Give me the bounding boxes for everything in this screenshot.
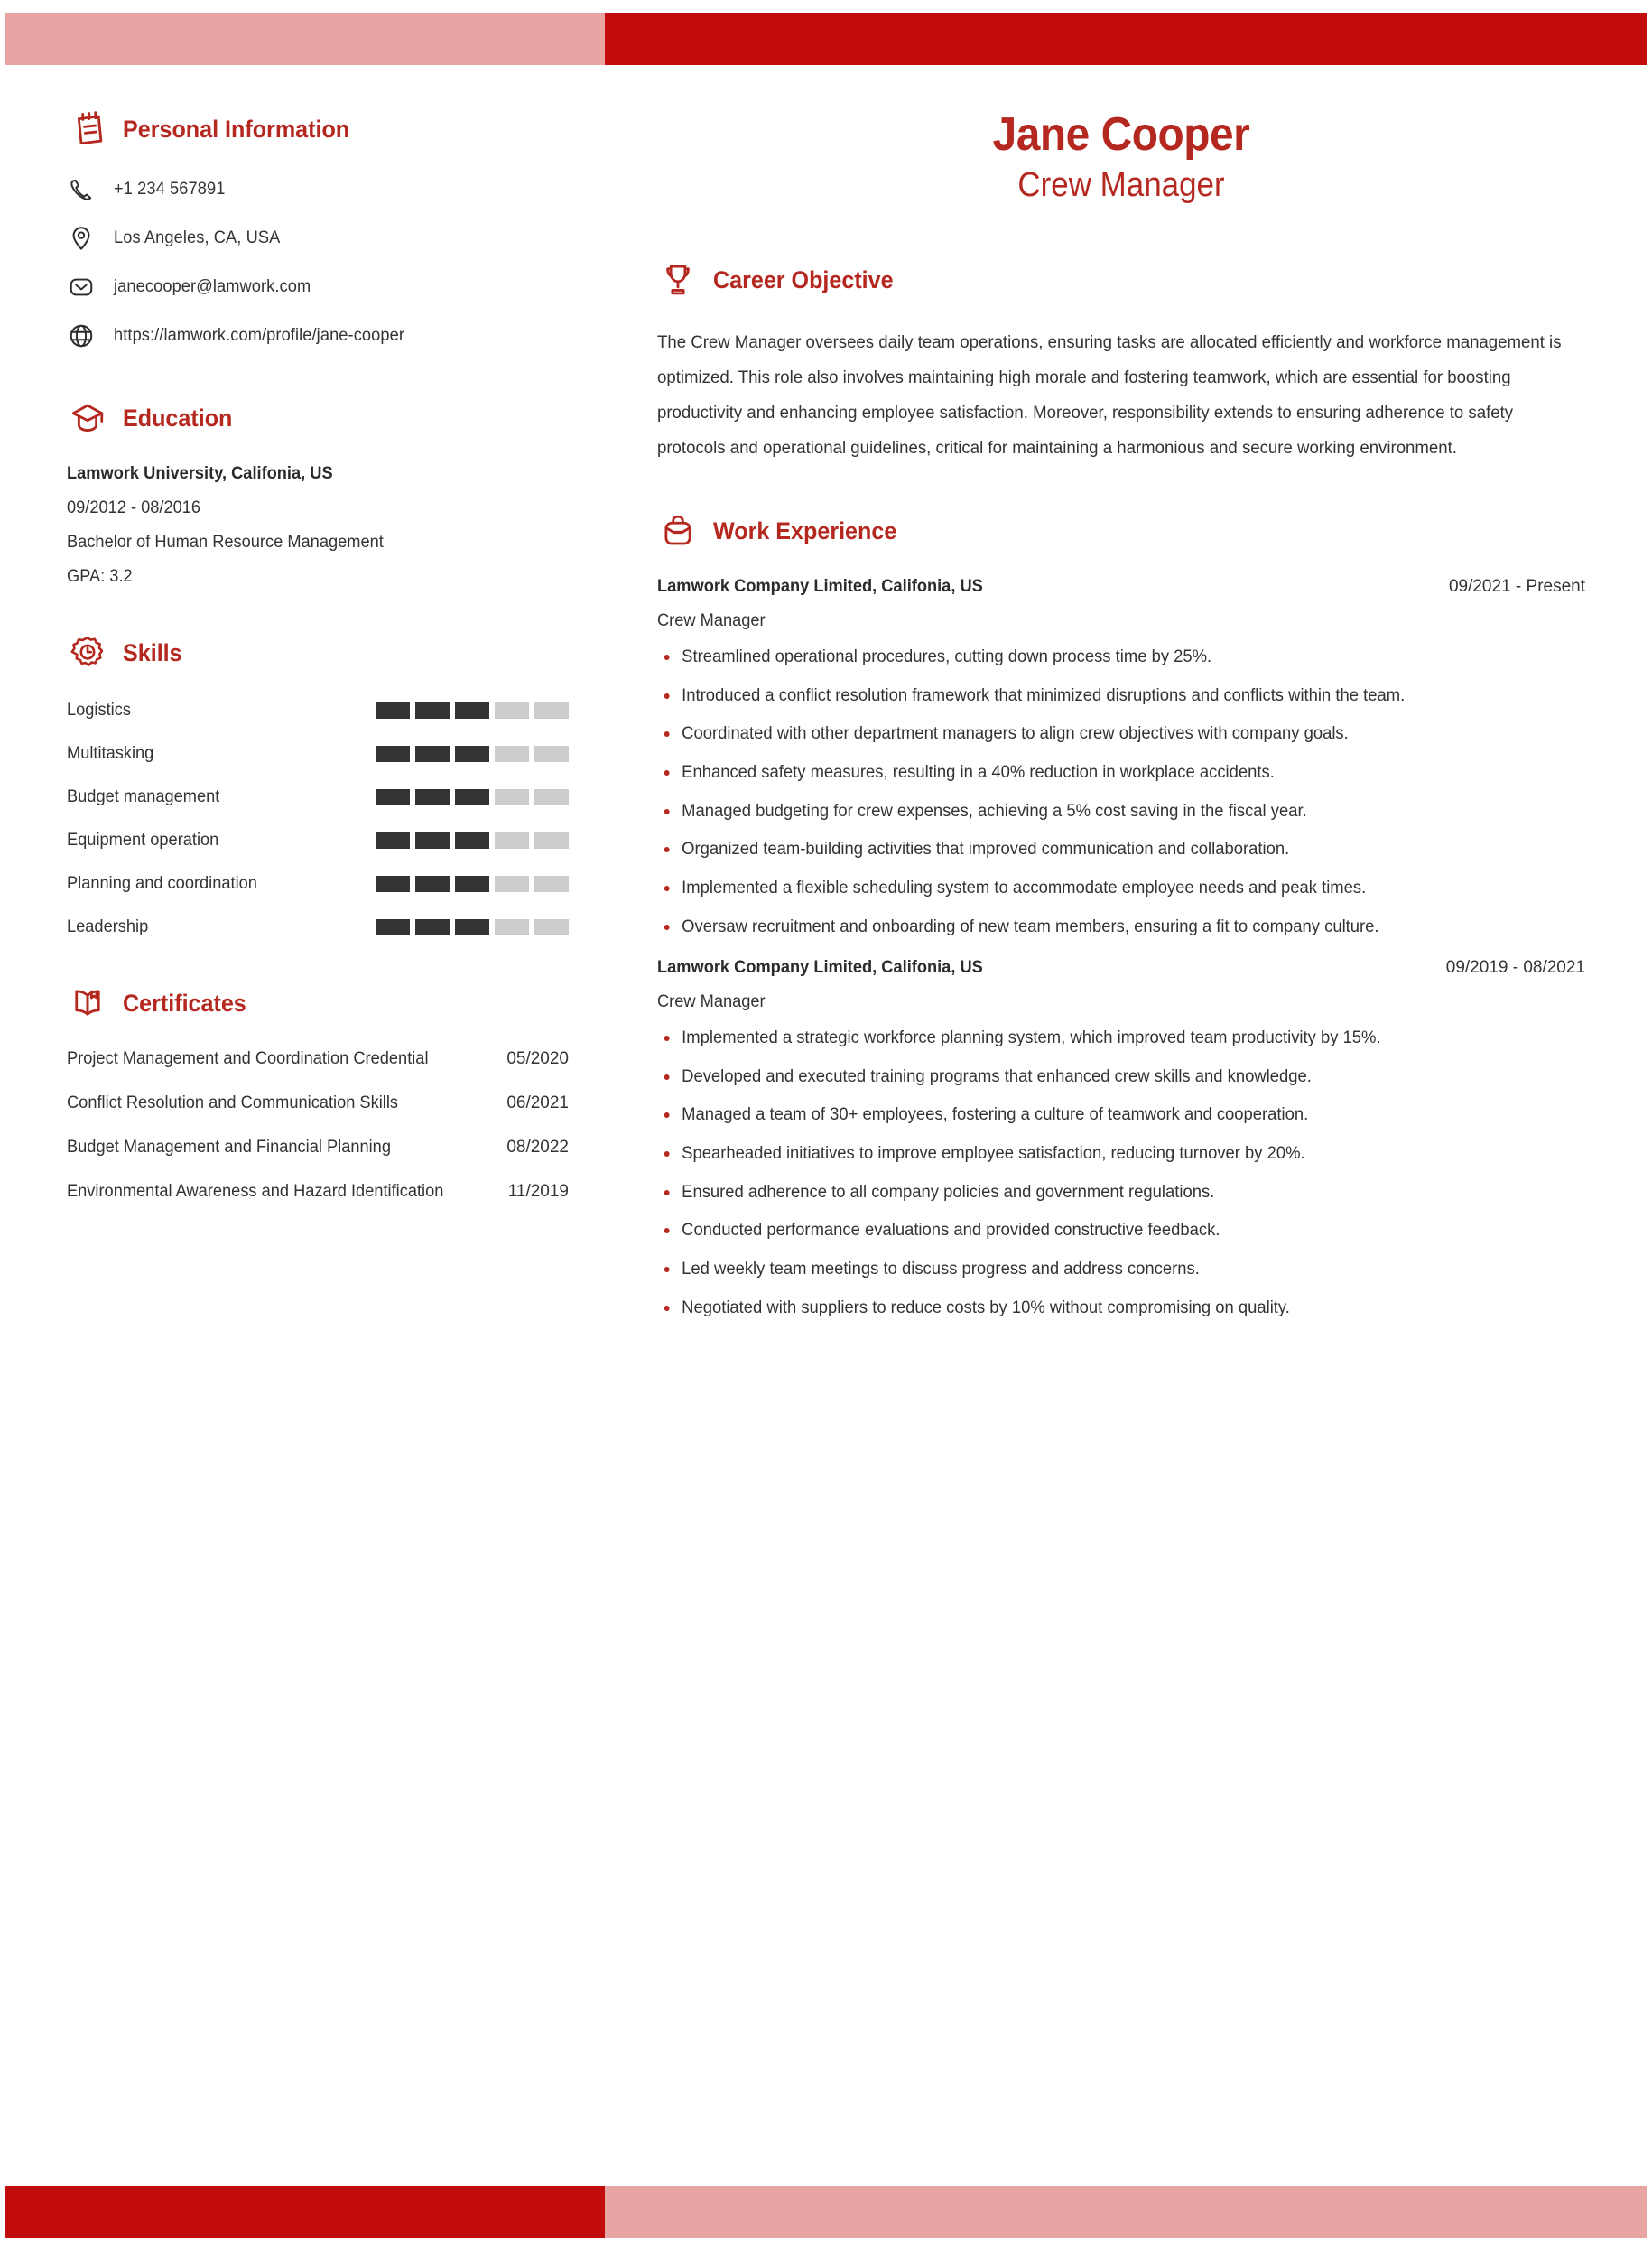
contact-row-phone[interactable]	[67, 175, 569, 204]
skill-meter-cell-empty	[534, 746, 569, 762]
section-title-text: Work Experience	[713, 516, 897, 544]
work-experience-bullet-text: Introduced a conflict resolution framework that minimized disruptions and conflicts within the team.	[682, 685, 1406, 705]
certificate-row	[67, 1138, 569, 1158]
skill-meter-cell-filled	[455, 702, 489, 719]
work-experience-dates: 09/2021 - Present	[1448, 577, 1585, 597]
skill-name: Budget management	[67, 787, 220, 806]
contact-row-location[interactable]	[67, 224, 569, 253]
briefcase-icon	[657, 510, 699, 552]
skill-meter-cell-filled	[455, 789, 489, 805]
section-header-work-experience	[657, 510, 1585, 552]
work-experience-bullet-text: Managed budgeting for crew expenses, achieving a 5% cost saving in the fiscal year.	[682, 801, 1307, 821]
section-header-career-objective	[657, 259, 1585, 301]
certificate-date: 05/2020	[506, 1049, 569, 1068]
work-experience-bullet	[657, 1103, 1557, 1127]
work-experience-bullet	[657, 761, 1557, 785]
bullet-dot-icon	[664, 770, 670, 776]
section-title-text: Personal Information	[123, 115, 350, 143]
page-title: Jane Cooper	[992, 108, 1250, 161]
bullet-dot-icon	[664, 886, 670, 891]
work-experience-bullet-text: Enhanced safety measures, resulting in a 40% reduction in workplace accidents.	[682, 762, 1275, 782]
work-experience-bullet	[657, 722, 1557, 746]
top-decorative-bar	[5, 13, 1647, 65]
graduation-cap-icon	[67, 397, 108, 439]
section-title-text: Education	[123, 404, 233, 432]
skill-level-meter	[376, 876, 569, 892]
work-experience-bullet	[657, 916, 1557, 939]
work-experience-bullet	[657, 1142, 1557, 1166]
skill-meter-cell-filled	[455, 919, 489, 935]
skill-level-meter	[376, 789, 569, 805]
work-experience-bullet	[657, 684, 1557, 708]
work-experience-entry	[657, 577, 1585, 938]
bottom-decorative-bar	[5, 2186, 1647, 2238]
education-entry	[67, 464, 569, 587]
skill-meter-cell-empty	[534, 832, 569, 849]
work-experience-bullet-text: Organized team-building activities that improved communication and collaboration.	[682, 840, 1290, 860]
work-experience-bullet-list	[657, 1027, 1585, 1319]
bullet-dot-icon	[664, 1190, 670, 1195]
headline-job-title: Crew Manager	[1017, 165, 1225, 204]
work-experience-dates: 09/2019 - 08/2021	[1445, 958, 1585, 978]
work-experience-bullet-text: Ensured adherence to all company policies and government regulations.	[682, 1182, 1215, 1202]
skill-row	[67, 916, 569, 939]
contact-location-value: Los Angeles, CA, USA	[114, 228, 281, 247]
bullet-dot-icon	[664, 1112, 670, 1118]
skill-name: Equipment operation	[67, 831, 219, 850]
work-experience-bullet-text: Developed and executed training programs that enhanced crew skills and knowledge.	[682, 1066, 1312, 1086]
skill-level-meter	[376, 702, 569, 719]
education-dates: 09/2012 - 08/2016	[67, 498, 201, 517]
skill-meter-cell-filled	[415, 876, 450, 892]
work-experience-bullet-text: Led weekly team meetings to discuss progress and address concerns.	[682, 1260, 1200, 1279]
work-experience-bullet-list	[657, 646, 1585, 938]
left-column	[0, 108, 596, 1226]
skill-meter-cell-filled	[376, 832, 410, 849]
skill-meter-cell-empty	[495, 702, 529, 719]
skill-meter-cell-filled	[415, 746, 450, 762]
skill-row	[67, 786, 569, 809]
certificate-name: Environmental Awareness and Hazard Identification	[67, 1182, 444, 1201]
certificates-list	[67, 1049, 569, 1202]
bullet-dot-icon	[664, 1074, 670, 1080]
skill-meter-cell-filled	[415, 832, 450, 849]
skill-row	[67, 829, 569, 852]
gear-clock-icon	[67, 632, 108, 674]
resume-headline	[657, 108, 1585, 207]
work-experience-bullet	[657, 646, 1557, 669]
work-experience-bullet-text: Implemented a flexible scheduling system to accommodate employee needs and peak times.	[682, 878, 1367, 898]
work-experience-bullet	[657, 1065, 1557, 1089]
location-icon	[67, 224, 96, 253]
work-experience-bullet-text: Spearheaded initiatives to improve employee satisfaction, reducing turnover by 20%.	[682, 1144, 1305, 1164]
certificate-name: Project Management and Coordination Credential	[67, 1049, 429, 1068]
trophy-icon	[657, 259, 699, 301]
bullet-dot-icon	[664, 1267, 670, 1272]
work-experience-bullet	[657, 1258, 1557, 1281]
skill-meter-cell-empty	[534, 919, 569, 935]
phone-icon	[67, 175, 96, 204]
section-header-education	[67, 397, 569, 439]
skill-meter-cell-filled	[415, 702, 450, 719]
notepad-icon	[67, 108, 108, 150]
top-bar-red-segment	[605, 13, 1647, 65]
certificate-row	[67, 1182, 569, 1202]
bullet-dot-icon	[664, 925, 670, 930]
bullet-dot-icon	[664, 809, 670, 814]
bullet-dot-icon	[664, 1228, 670, 1233]
section-title-text: Career Objective	[713, 265, 894, 293]
bullet-dot-icon	[664, 847, 670, 852]
open-book-icon	[67, 982, 108, 1024]
contact-website-value: https://lamwork.com/profile/jane-cooper	[114, 326, 405, 345]
work-experience-bullet-text: Conducted performance evaluations and provided constructive feedback.	[682, 1221, 1220, 1241]
skill-meter-cell-filled	[415, 919, 450, 935]
work-experience-role: Crew Manager	[657, 992, 766, 1012]
skill-meter-cell-empty	[495, 746, 529, 762]
work-experience-role: Crew Manager	[657, 611, 766, 631]
certificate-date: 08/2022	[506, 1138, 569, 1157]
work-experience-bullet-text: Coordinated with other department managers to align crew objectives with company goals.	[682, 724, 1349, 744]
skill-meter-cell-filled	[376, 919, 410, 935]
email-icon	[67, 273, 96, 302]
skill-meter-cell-empty	[534, 789, 569, 805]
bullet-dot-icon	[664, 655, 670, 660]
skill-meter-cell-filled	[376, 876, 410, 892]
work-experience-bullet-text: Negotiated with suppliers to reduce costs by 10% without compromising on quality.	[682, 1298, 1290, 1317]
work-experience-bullet-text: Streamlined operational procedures, cutting down process time by 25%.	[682, 647, 1212, 667]
skill-name: Multitasking	[67, 744, 154, 763]
work-experience-bullet	[657, 1297, 1557, 1320]
skill-meter-cell-filled	[376, 702, 410, 719]
top-bar-pink-segment	[5, 13, 605, 65]
skill-meter-cell-filled	[455, 832, 489, 849]
certificate-name: Budget Management and Financial Planning	[67, 1138, 391, 1157]
skill-meter-cell-filled	[415, 789, 450, 805]
certificate-row	[67, 1049, 569, 1069]
section-title-text: Certificates	[123, 989, 246, 1017]
work-experience-entry	[657, 958, 1585, 1319]
skill-meter-cell-empty	[495, 876, 529, 892]
skill-meter-cell-filled	[376, 789, 410, 805]
work-experience-company: Lamwork Company Limited, Califonia, US	[657, 958, 983, 978]
bullet-dot-icon	[664, 693, 670, 699]
work-experience-list	[657, 577, 1585, 1319]
skill-meter-cell-empty	[534, 876, 569, 892]
skill-name: Logistics	[67, 701, 131, 720]
work-experience-entry-header	[657, 958, 1585, 978]
section-header-personal-information	[67, 108, 569, 150]
skill-meter-cell-filled	[455, 746, 489, 762]
education-school: Lamwork University, Califonia, US	[67, 464, 333, 483]
skills-list	[67, 699, 569, 939]
contact-row-website[interactable]	[67, 321, 569, 350]
education-degree: Bachelor of Human Resource Management	[67, 533, 384, 552]
certificate-name: Conflict Resolution and Communication Skills	[67, 1093, 399, 1112]
globe-icon	[67, 321, 96, 350]
section-title-text: Skills	[123, 638, 182, 666]
contact-phone-value: +1 234 567891	[114, 180, 226, 199]
skill-name: Leadership	[67, 917, 149, 936]
contact-email-value: janecooper@lamwork.com	[114, 277, 311, 296]
work-experience-bullet-text: Managed a team of 30+ employees, fostering a culture of teamwork and cooperation.	[682, 1105, 1309, 1125]
bullet-dot-icon	[664, 731, 670, 737]
work-experience-bullet	[657, 1181, 1557, 1205]
work-experience-bullet-text: Implemented a strategic workforce planning system, which improved team productivity by 15%.	[682, 1028, 1381, 1048]
skill-meter-cell-empty	[495, 832, 529, 849]
education-gpa: GPA: 3.2	[67, 567, 133, 586]
certificate-date: 11/2019	[507, 1182, 569, 1201]
skill-level-meter	[376, 919, 569, 935]
work-experience-bullet	[657, 800, 1557, 823]
skill-meter-cell-empty	[495, 919, 529, 935]
work-experience-bullet	[657, 1027, 1557, 1050]
bullet-dot-icon	[664, 1036, 670, 1041]
skill-meter-cell-filled	[455, 876, 489, 892]
section-header-skills	[67, 632, 569, 674]
contact-row-email[interactable]	[67, 273, 569, 302]
certificate-row	[67, 1093, 569, 1113]
skill-row	[67, 742, 569, 766]
skill-level-meter	[376, 832, 569, 849]
skill-row	[67, 699, 569, 722]
skill-meter-cell-empty	[534, 702, 569, 719]
work-experience-entry-header	[657, 577, 1585, 597]
resume-content	[0, 108, 1652, 1339]
skill-meter-cell-filled	[376, 746, 410, 762]
skill-row	[67, 872, 569, 896]
skill-level-meter	[376, 746, 569, 762]
work-experience-bullet	[657, 838, 1557, 861]
certificate-date: 06/2021	[506, 1093, 569, 1112]
bottom-bar-red-segment	[5, 2186, 605, 2238]
work-experience-bullet	[657, 877, 1557, 900]
career-objective-text: The Crew Manager oversees daily team operations, ensuring tasks are allocated efficiently and workforce management is optimized. This role also involves maintaining high morale and fostering teamwork, which are essential for boosting productivity and enhancing employee satisfaction. Moreover, responsibility extends to ensuring adherence to safety protocols and operational guidelines, critical for maintaining a harmonious and secure working environment.	[657, 333, 1562, 459]
bullet-dot-icon	[664, 1306, 670, 1311]
skill-meter-cell-empty	[495, 789, 529, 805]
section-header-certificates	[67, 982, 569, 1024]
skill-name: Planning and coordination	[67, 874, 257, 893]
work-experience-bullet-text: Oversaw recruitment and onboarding of new team members, ensuring a fit to company culture.	[682, 916, 1379, 936]
contact-list	[67, 175, 569, 350]
work-experience-bullet	[657, 1219, 1557, 1242]
bullet-dot-icon	[664, 1151, 670, 1157]
work-experience-company: Lamwork Company Limited, Califonia, US	[657, 577, 983, 597]
bottom-bar-pink-segment	[605, 2186, 1647, 2238]
right-column	[596, 108, 1652, 1339]
career-objective-block	[657, 326, 1585, 467]
